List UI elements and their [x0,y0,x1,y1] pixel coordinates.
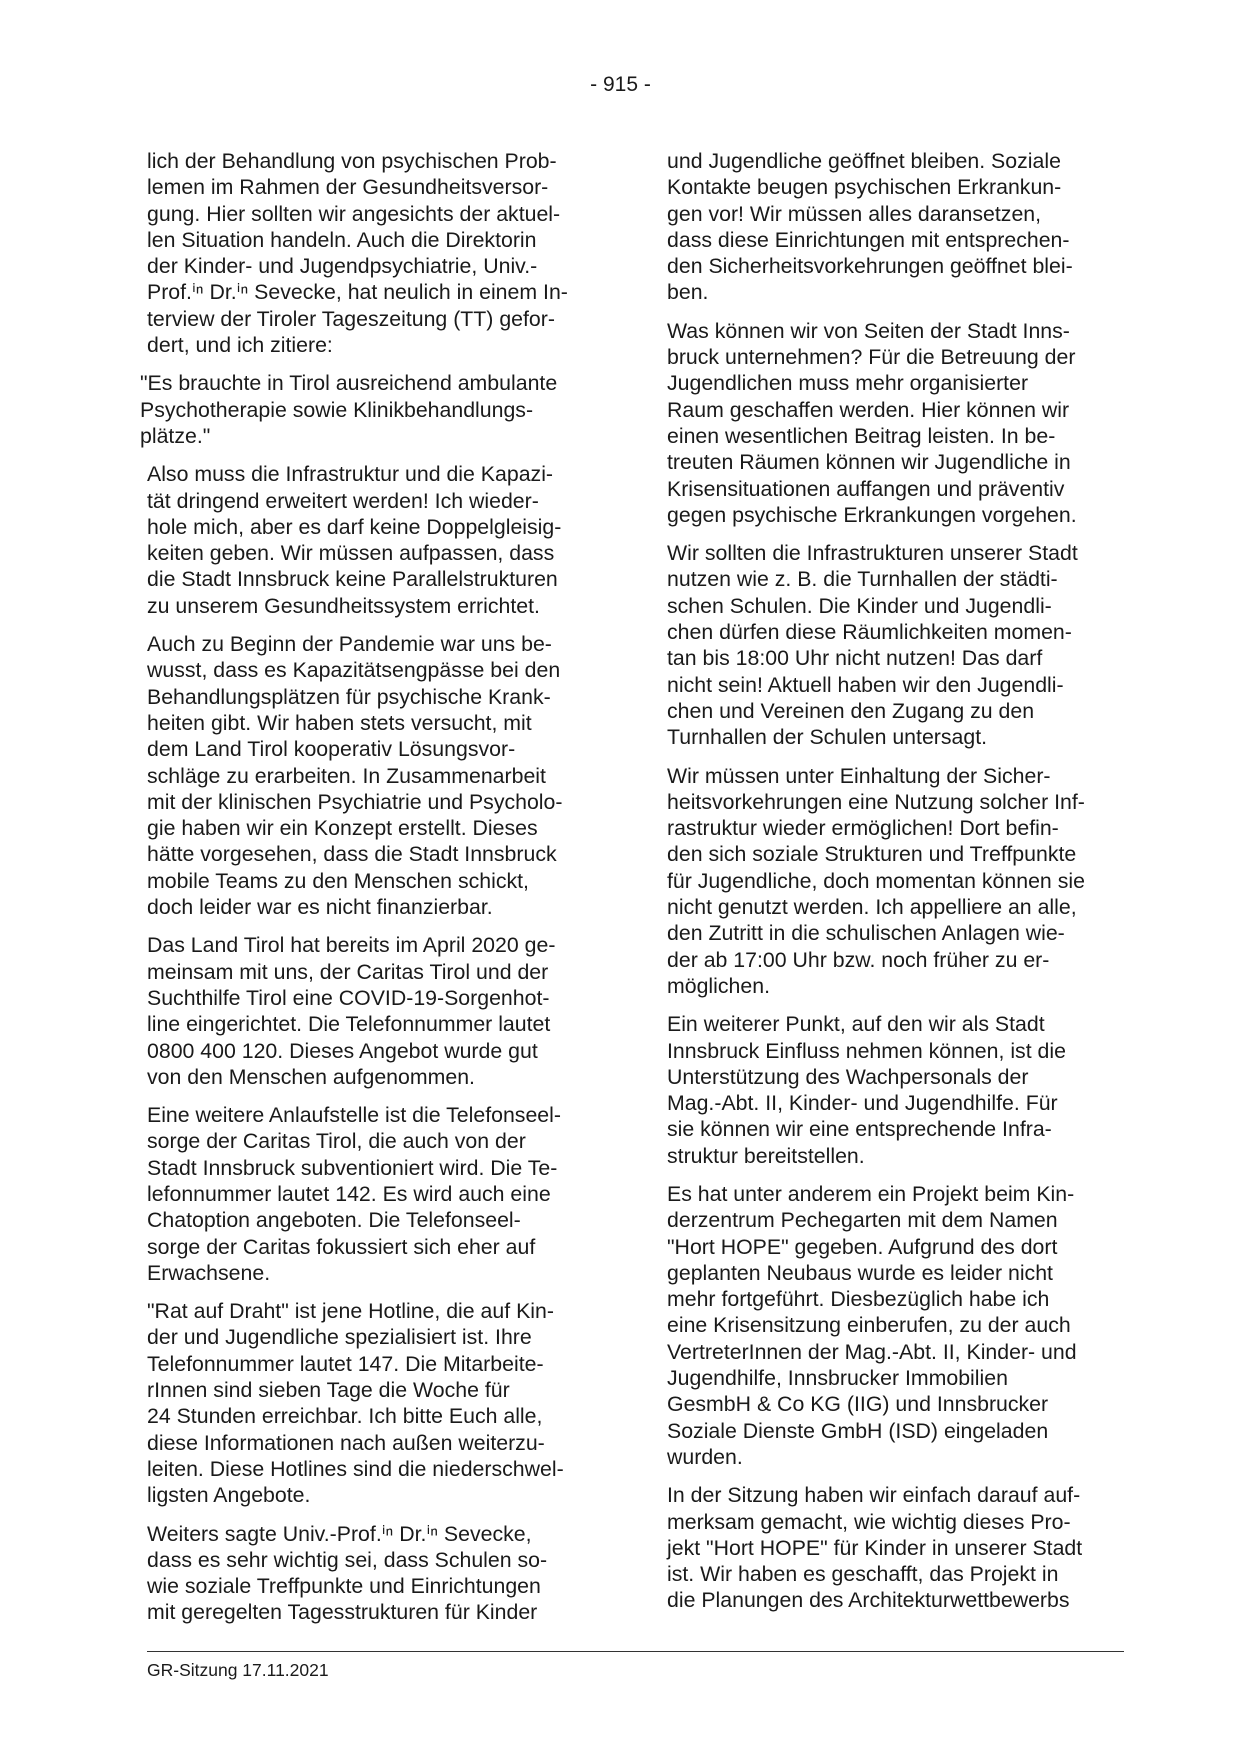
text-line: merksam gemacht, wie wichtig dieses Pro- [667,1509,1071,1534]
footer-divider [147,1651,1124,1652]
text-line: len Situation handeln. Auch die Direktorin [147,227,537,252]
text-line: chen und Vereinen den Zugang zu den [667,698,1035,723]
text-line: bruck unternehmen? Für die Betreuung der [667,345,1076,370]
paragraph [667,1011,1132,1169]
text-line: den Sicherheitsvorkehrungen geöffnet blei- [667,254,1073,279]
text-line: dass es sehr wichtig sei, dass Schulen so- [147,1547,548,1572]
text-line: heitsvorkehrungen eine Nutzung solcher Inf- [667,789,1085,814]
text-line: keiten geben. Wir müssen aufpassen, dass [147,541,555,566]
text-line: die Stadt Innsbruck keine Parallelstrukturen [147,567,558,592]
text-line: Psychotherapie sowie Klinikbehandlungs- [140,397,534,422]
text-line: Erwachsene. [147,1260,271,1285]
text-line: gung. Hier sollten wir angesichts der aktuel- [147,201,561,226]
paragraph [147,461,607,619]
text-line: geplanten Neubaus wurde es leider nicht [667,1260,1053,1285]
text-line: meinsam mit uns, der Caritas Tirol und der [147,959,549,984]
text-line: lich der Behandlung von psychischen Prob- [147,149,557,173]
text-line: mehr fortgeführt. Diesbezüglich habe ich [667,1287,1050,1312]
paragraph [667,1181,1132,1470]
text-line: wie soziale Treffpunkte und Einrichtungen [147,1574,541,1599]
text-line: wusst, dass es Kapazitätsengpässe bei den [147,658,561,683]
text-line: wurden. [667,1444,743,1469]
text-line: lefonnummer lautet 142. Es wird auch eine [147,1181,551,1206]
text-line: Was können wir von Seiten der Stadt Inns- [667,318,1070,343]
paragraph [667,148,1132,306]
paragraph [147,631,607,920]
text-line: "Rat auf Draht" ist jene Hotline, die auf Kin- [147,1299,554,1324]
text-line: hätte vorgesehen, dass die Stadt Innsbruck [147,842,557,867]
text-line: Kontakte beugen psychischen Erkrankun- [667,175,1062,200]
footer-session-date: GR-Sitzung 17.11.2021 [147,1660,329,1680]
right-text-column [667,148,1132,1626]
text-line: dem Land Tirol kooperativ Lösungsvor- [147,737,516,762]
text-line: nicht sein! Aktuell haben wir den Jugendli- [667,672,1064,697]
text-line: terview der Tiroler Tageszeitung (TT) gefor- [147,306,555,331]
paragraph [667,318,1132,528]
quote-paragraph [140,370,607,449]
paragraph [147,1521,607,1626]
text-line: Turnhallen der Schulen untersagt. [667,725,988,750]
paragraph [667,1482,1132,1613]
text-line: Krisensituationen auffangen und präventiv [667,476,1065,501]
text-line: VertreterInnen der Mag.-Abt. II, Kinder- und [667,1339,1077,1364]
text-line: doch leider war es nicht finanzierbar. [147,895,493,920]
text-line: ligsten Angebote. [147,1483,311,1508]
text-line: mit geregelten Tagesstrukturen für Kinder [147,1600,538,1625]
text-line: jekt "Hort HOPE" für Kinder in unserer Stadt [667,1535,1083,1560]
text-line: gen vor! Wir müssen alles daransetzen, [667,201,1042,226]
text-line: möglichen. [667,973,770,998]
text-line: mit der klinischen Psychiatrie und Psycholo- [147,789,563,814]
text-line: gie haben wir ein Konzept erstellt. Dieses [147,816,538,841]
text-line: tan bis 18:00 Uhr nicht nutzen! Das darf [667,646,1043,671]
text-line: 24 Stunden erreichbar. Ich bitte Euch alle, [147,1404,543,1429]
text-line: sie können wir eine entsprechende Infra- [667,1117,1052,1142]
text-line: line eingerichtet. Die Telefonnummer lautet [147,1012,551,1037]
text-line: Das Land Tirol hat bereits im April 2020 ge- [147,933,556,958]
text-line: derzentrum Pechegarten mit dem Namen [667,1208,1058,1233]
text-line: Eine weitere Anlaufstelle ist die Telefonseel- [147,1103,561,1128]
text-line: den sich soziale Strukturen und Treffpunkte [667,842,1077,867]
text-line: Suchthilfe Tirol eine COVID-19-Sorgenhot- [147,985,550,1010]
paragraph [667,763,1132,1000]
text-line: heiten gibt. Wir haben stets versucht, mit [147,710,532,735]
text-line: Ein weiterer Punkt, auf den wir als Stadt [667,1012,1045,1037]
text-line: ben. [667,280,709,305]
paragraph [147,1298,607,1508]
text-line: und Jugendliche geöffnet bleiben. Soziale [667,149,1061,173]
page-number: - 915 - [590,73,651,96]
text-line: schläge zu erarbeiten. In Zusammenarbeit [147,763,546,788]
text-line: Chatoption angeboten. Die Telefonseel- [147,1208,521,1233]
text-line: der Kinder- und Jugendpsychiatrie, Univ.- [147,254,538,279]
text-line: Raum geschaffen werden. Hier können wir [667,397,1070,422]
text-line: sorge der Caritas Tirol, die auch von der [147,1129,526,1154]
text-line: rInnen sind sieben Tage die Woche für [147,1378,510,1403]
paragraph [147,1102,607,1286]
text-line: Soziale Dienste GmbH (ISD) eingeladen [667,1418,1049,1443]
text-line: Auch zu Beginn der Pandemie war uns be- [147,632,552,657]
paragraph [667,540,1132,750]
text-line: Mag.-Abt. II, Kinder- und Jugendhilfe. Für [667,1091,1058,1116]
text-line: mobile Teams zu den Menschen schickt, [147,868,529,893]
text-line: einen wesentlichen Beitrag leisten. In be- [667,423,1056,448]
text-line: der und Jugendliche spezialisiert ist. Ihre [147,1325,532,1350]
text-line: rastruktur wieder ermöglichen! Dort befin- [667,816,1059,841]
text-line: die Planungen des Architekturwettbewerbs [667,1588,1070,1613]
text-line: "Hort HOPE" gegeben. Aufgrund des dort [667,1234,1058,1259]
text-line: nicht genutzt werden. Ich appelliere an alle, [667,895,1077,920]
text-line: für Jugendliche, doch momentan können sie [667,868,1085,893]
text-line: sorge der Caritas fokussiert sich eher auf [147,1234,536,1259]
text-line: tät dringend erweitert werden! Ich wieder- [147,488,539,513]
text-line: treuten Räumen können wir Jugendliche in [667,450,1071,475]
text-line: GesmbH & Co KG (IIG) und Innsbrucker [667,1392,1049,1417]
text-line: eine Krisensitzung einberufen, zu der auch [667,1313,1071,1338]
text-line: plätze." [140,423,211,448]
text-line: Wir sollten die Infrastrukturen unserer Stadt [667,541,1078,566]
text-line: diese Informationen nach außen weiterzu- [147,1430,545,1455]
text-line: gegen psychische Erkrankungen vorgehen. [667,502,1077,527]
text-line: lemen im Rahmen der Gesundheitsversor- [147,175,549,200]
text-line: Stadt Innsbruck subventioniert wird. Die Te- [147,1155,558,1180]
text-line: den Zutritt in die schulischen Anlagen wie- [667,921,1065,946]
text-line: ist. Wir haben es geschafft, das Projekt in [667,1562,1059,1587]
text-line: Prof.ⁱⁿ Dr.ⁱⁿ Sevecke, hat neulich in einem In- [147,280,568,305]
left-text-column [140,148,607,1638]
text-line: Weiters sagte Univ.-Prof.ⁱⁿ Dr.ⁱⁿ Sevecke, [147,1521,532,1546]
text-line: Es hat unter anderem ein Projekt beim Kin- [667,1181,1075,1206]
text-line: Also muss die Infrastruktur und die Kapazi- [147,462,554,487]
text-line: 0800 400 120. Dieses Angebot wurde gut [147,1038,538,1063]
text-line: schen Schulen. Die Kinder und Jugendli- [667,593,1052,618]
text-line: Behandlungsplätzen für psychische Krank- [147,684,551,709]
text-line: chen dürfen diese Räumlichkeiten momen- [667,620,1072,645]
text-line: Jugendhilfe, Innsbrucker Immobilien [667,1366,1008,1391]
text-line: Telefonnummer lautet 147. Die Mitarbeite- [147,1351,544,1376]
text-line: nutzen wie z. B. die Turnhallen der städti- [667,567,1058,592]
text-line: leiten. Diese Hotlines sind die niederschwel- [147,1456,564,1481]
text-line: zu unserem Gesundheitssystem errichtet. [147,593,540,618]
text-line: dass diese Einrichtungen mit entsprechen- [667,227,1070,252]
text-line: von den Menschen aufgenommen. [147,1064,475,1089]
text-line: Wir müssen unter Einhaltung der Sicher- [667,763,1051,788]
text-line: struktur bereitstellen. [667,1143,865,1168]
text-line: Jugendlichen muss mehr organisierter [667,371,1029,396]
paragraph [147,148,607,358]
paragraph [147,932,607,1090]
text-line: Unterstützung des Wachpersonals der [667,1064,1029,1089]
text-line: "Es brauchte in Tirol ausreichend ambulante [140,371,558,396]
text-line: In der Sitzung haben wir einfach darauf auf- [667,1483,1081,1508]
text-line: der ab 17:00 Uhr bzw. noch früher zu er- [667,947,1050,972]
text-line: hole mich, aber es darf keine Doppelgleisig- [147,514,562,539]
text-line: dert, und ich zitiere: [147,333,333,358]
text-line: Innsbruck Einfluss nehmen können, ist die [667,1038,1066,1063]
